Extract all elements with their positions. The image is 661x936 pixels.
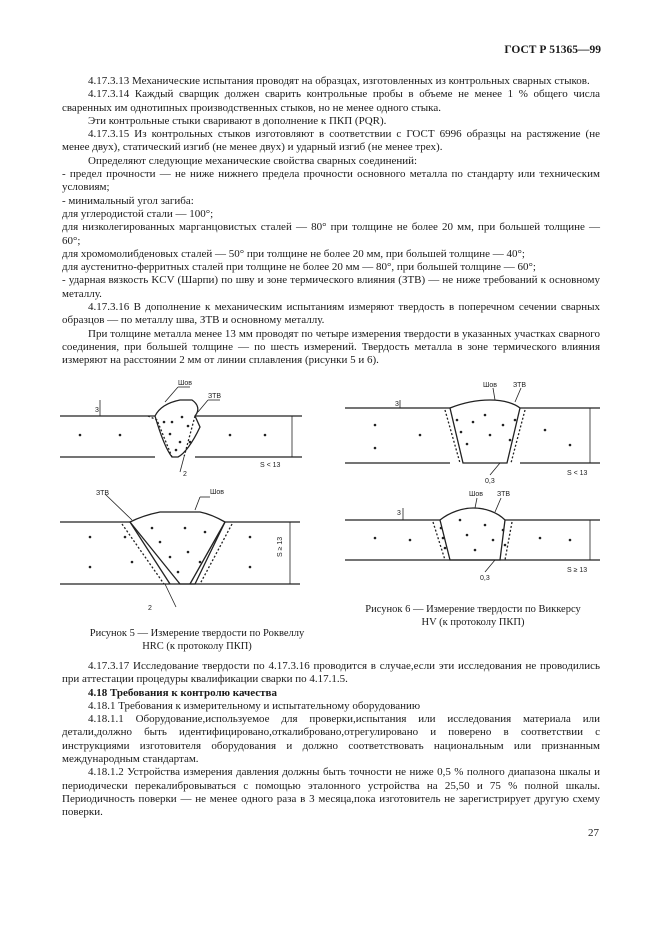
paragraph: 4.18.1 Требования к измерительному и испытательному оборудованию	[88, 699, 421, 712]
label-distance: 0,3	[480, 575, 490, 582]
figure-6-vickers-diagram	[345, 380, 605, 600]
label-distance: 2	[148, 605, 152, 612]
caption-line: Рисунок 6 — Измерение твердости по Виккерсу	[365, 604, 581, 615]
label-distance: 2	[183, 471, 187, 478]
text-block-top	[62, 75, 600, 368]
caption-line: Рисунок 5 — Измерение твердости по Роквеллу	[89, 628, 305, 639]
label-dimension: 3	[95, 407, 99, 414]
paragraph: 4.17.3.14 Каждый сварщик должен сварить контрольные пробы в объеме не менее 1 % общего числа сваренных им однотипных производственных стыков, но не менее одного стыка.	[62, 88, 600, 114]
paragraph: Определяют следующие механические свойства сварных соединений:	[88, 154, 418, 167]
label-haz: ЗТВ	[208, 393, 222, 400]
paragraph: - ударная вязкость KCV (Шарпи) по шву и зоне термического влияния (ЗТВ) — не ниже требований к основному металлу.	[62, 274, 600, 300]
paragraph: 4.18.1.1 Оборудование,используемое для проверки,испытания или исследования материала или детали,должно быть идентифицировано,откалибровано,отрегулировано и поверено в соответствии с инструкциями изготовителя оборудования и должно соответствовать национальным или признанным международным стандартам.	[62, 713, 600, 766]
paragraph: 4.17.3.17 Исследование твердости по 4.17.3.16 проводится в случае,если эти исследования не проводились при аттестации процедуры квалификации сварки по 4.17.1.5.	[62, 660, 600, 686]
label-dimension: 3	[395, 401, 399, 408]
paragraph: - минимальный угол загиба:	[62, 194, 194, 207]
page-number: 27	[588, 827, 599, 839]
label-weld: Шов	[469, 491, 484, 498]
paragraph: для хромомолибденовых сталей — 50° при толщине не более 20 мм, при большей толщине — 40°;	[62, 247, 525, 260]
label-weld: Шов	[483, 382, 498, 389]
label-haz: ЗТВ	[497, 491, 511, 498]
label-haz: ЗТВ	[96, 490, 110, 497]
label-dimension: 3	[397, 510, 401, 517]
text-block-bottom	[62, 660, 600, 820]
label-weld: Шов	[178, 380, 193, 387]
label-thickness-lt13: S < 13	[260, 462, 281, 469]
figure-6-caption	[348, 603, 598, 629]
paragraph: 4.17.3.13 Механические испытания проводят на образцах, изготовленных из контрольных сварных стыков.	[88, 75, 590, 87]
label-haz: ЗТВ	[513, 382, 527, 389]
paragraph: 4.18.1.2 Устройства измерения давления должны быть точности не ниже 0,5 % полного диапазона шкалы и периодически перекалибровываться с помощью эталонного устройства на 25,50 и 75 % полной шкалы. Периодичность поверки — не менее одного раза в 3 месяца,пока изготовитель не зарегистрирует другую схему поверки.	[62, 766, 600, 819]
section-heading: 4.18 Требования к контролю качества	[88, 686, 277, 699]
caption-line: HV (к протоколу ПКП)	[421, 617, 525, 628]
paragraph: - предел прочности — не ниже нижнего предела прочности основного металла по стандарту или техническим условиям;	[62, 168, 600, 194]
paragraph: для аустенитно-ферритных сталей при толщине не более 20 мм — 80°, при большей толщине — 60°;	[62, 261, 536, 274]
paragraph: При толщине металла менее 13 мм проводят по четыре измерения твердости в указанных участках сварного соединения, при большей толщине — по шесть измерений. Твердость металла в зоне термического влияния измеряют на расстоянии 2 мм от линии сплавления (рисунки 5 и 6).	[62, 327, 600, 367]
document-header: ГОСТ Р 51365—99	[504, 44, 601, 56]
label-thickness-ge13: S ≥ 13	[277, 536, 284, 557]
figure-5-rockwell-diagram	[60, 372, 350, 622]
figure-5-caption	[62, 627, 332, 653]
paragraph: 4.17.3.15 Из контрольных стыков изготовляют в соответствии с ГОСТ 6996 образцы на растяжение (не менее двух), статический изгиб (не менее двух) и ударный изгиб (не менее трех).	[62, 128, 600, 154]
label-distance: 0,3	[485, 478, 495, 485]
paragraph: Эти контрольные стыки сваривают в дополнение к ПКП (PQR).	[88, 114, 387, 127]
caption-line: HRC (к протоколу ПКП)	[142, 641, 252, 652]
paragraph: для низколегированных марганцовистых сталей — 80° при толщине не более 20 мм, при большей толщине — 60°;	[62, 221, 600, 247]
label-thickness-ge13: S ≥ 13	[567, 567, 588, 574]
label-thickness-lt13: S < 13	[567, 470, 588, 477]
paragraph: для углеродистой стали — 100°;	[62, 207, 214, 220]
paragraph: 4.17.3.16 В дополнение к механическим испытаниям измеряют твердость в поперечном сечении сварных образцов — по металлу шва, ЗТВ и основному металлу.	[62, 301, 600, 327]
label-weld: Шов	[210, 489, 225, 496]
